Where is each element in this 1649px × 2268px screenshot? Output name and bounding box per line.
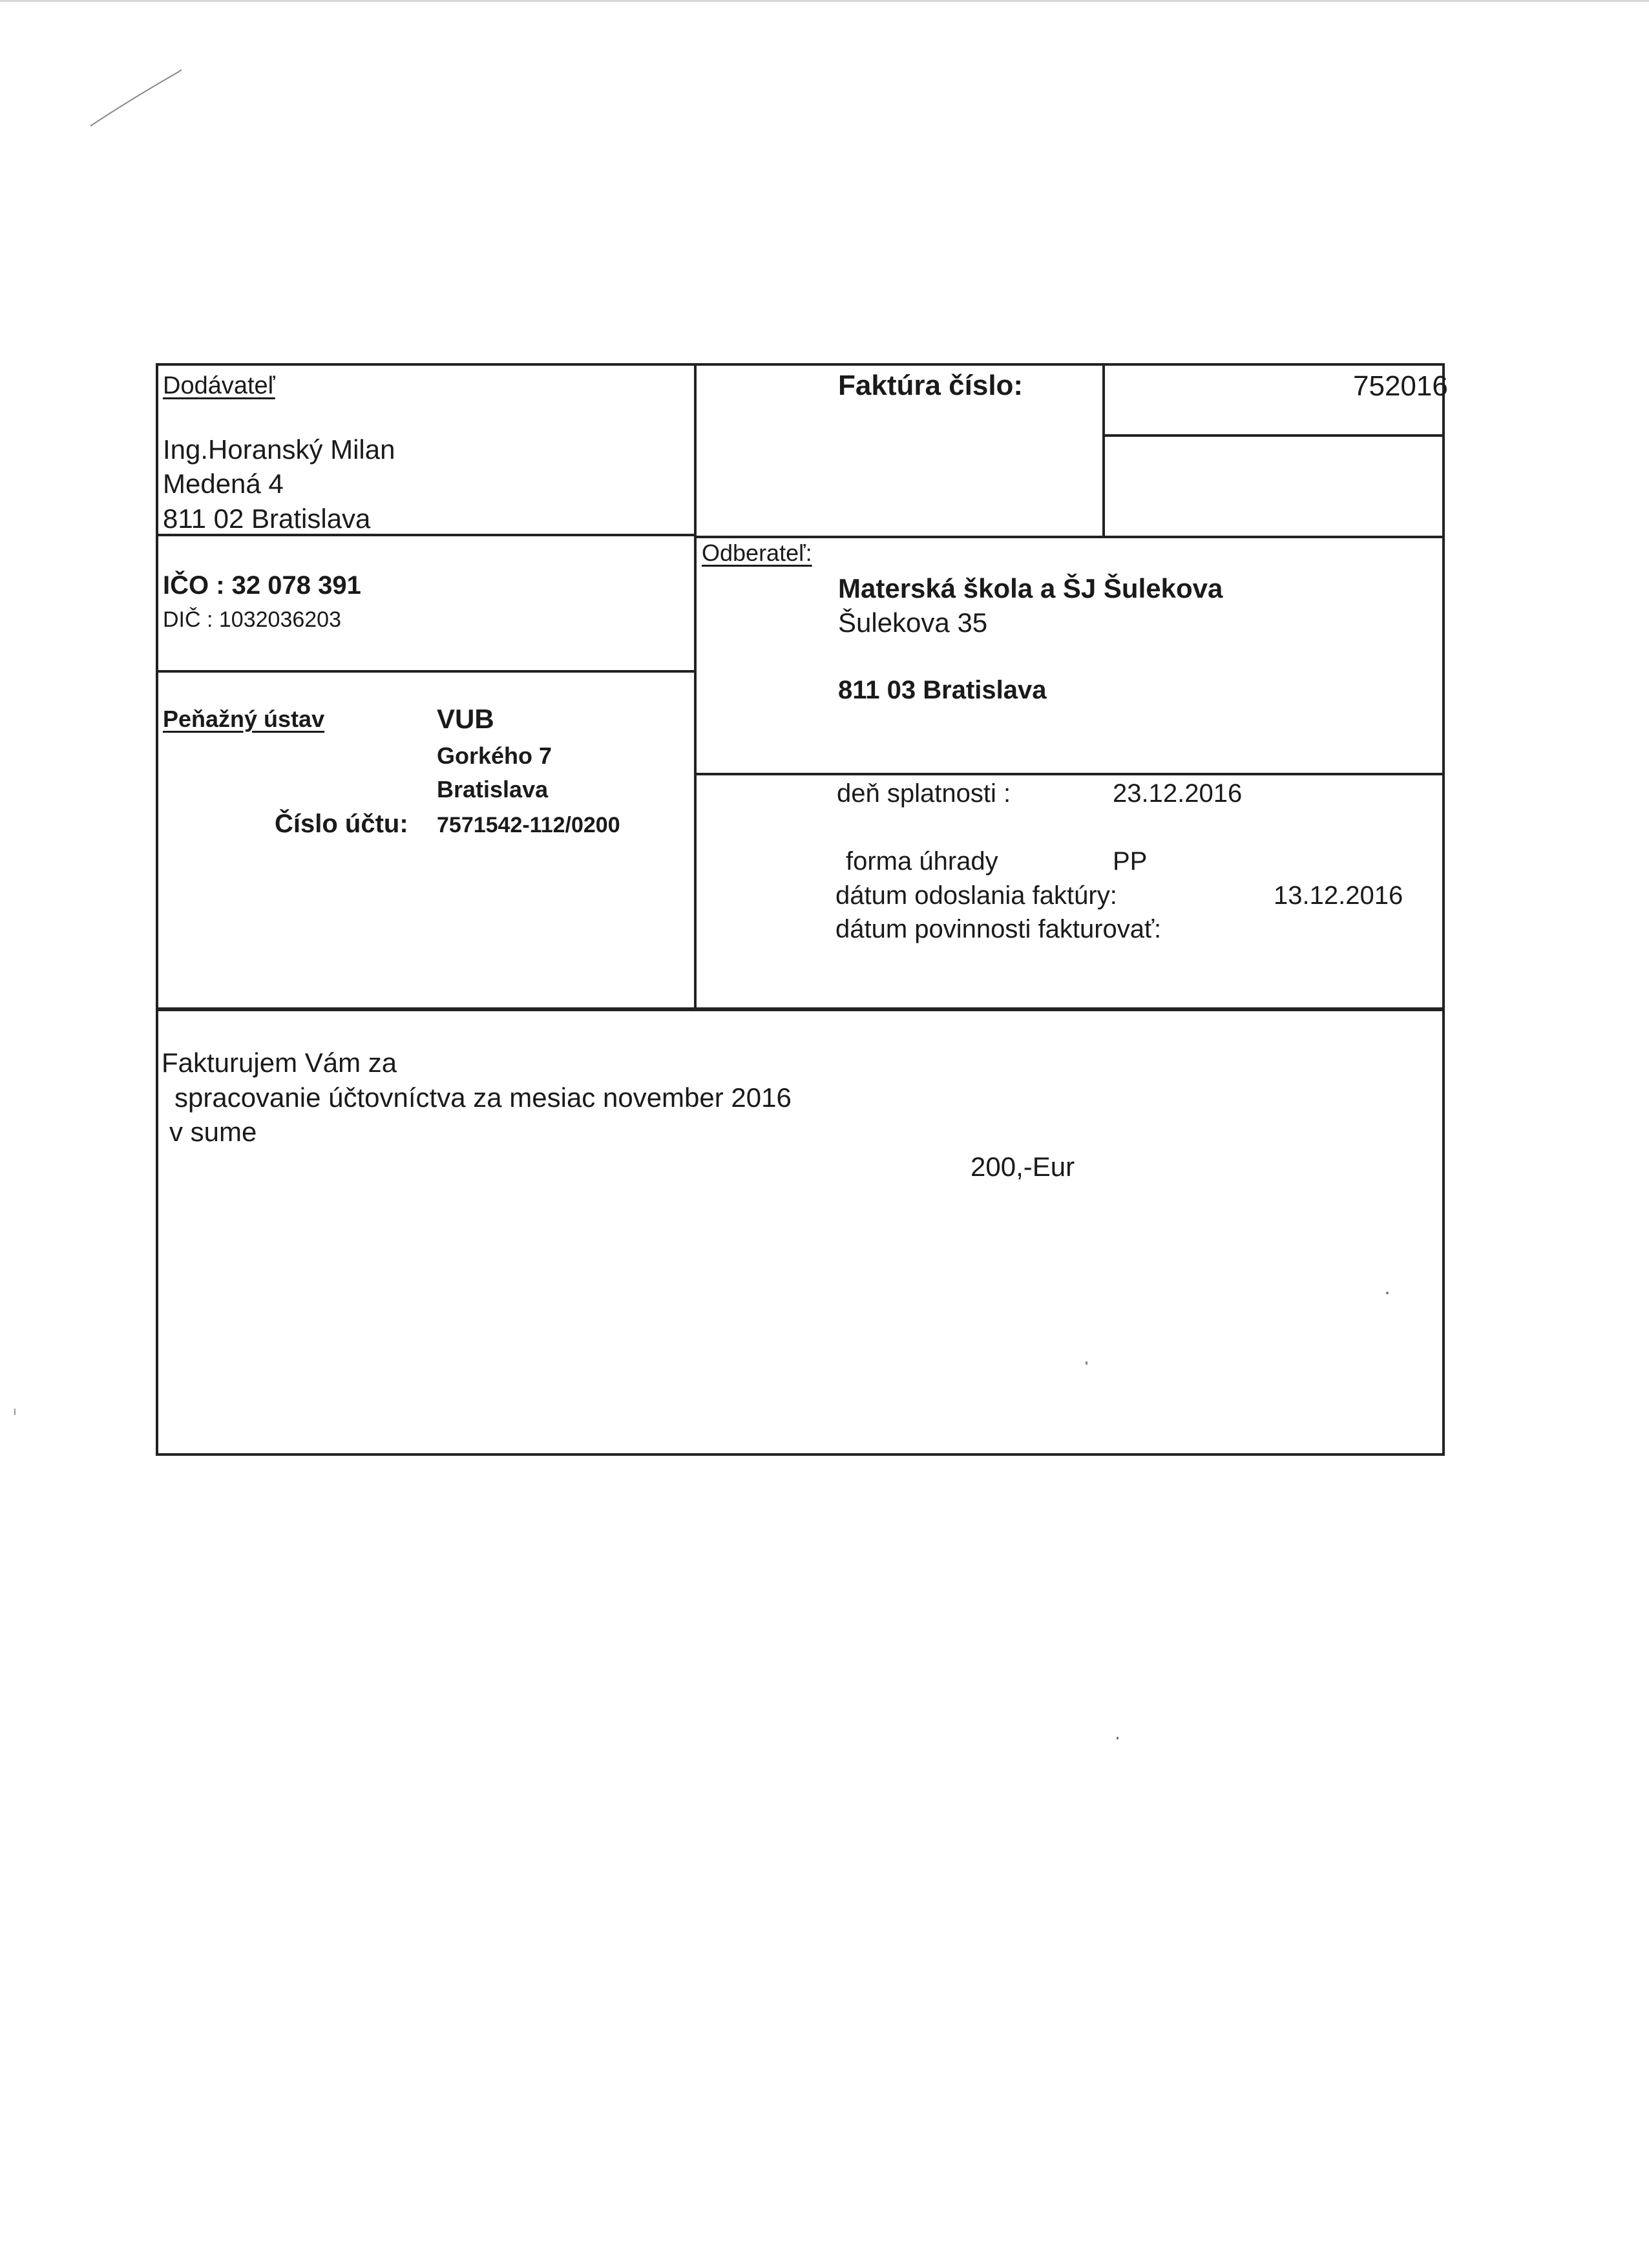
customer-city: 811 03 Bratislava <box>838 676 1047 704</box>
customer-heading: Odberateľ: <box>702 540 812 566</box>
supplier-ico: IČO : 32 078 391 <box>163 571 361 600</box>
column-divider <box>694 364 697 1009</box>
scan-speck <box>1086 1361 1087 1365</box>
supplier-city: 811 02 Bratislava <box>163 503 371 534</box>
supplier-name: Ing.Horanský Milan <box>163 434 395 465</box>
supplier-street: Medená 4 <box>163 468 284 499</box>
scan-speck <box>14 1409 16 1415</box>
due-date: 23.12.2016 <box>1113 779 1243 808</box>
account-label: Číslo účtu: <box>275 810 408 838</box>
invoice-number-bottom <box>1102 434 1444 437</box>
scan-speck <box>1117 1737 1119 1739</box>
bank-divider <box>157 670 695 673</box>
obligation-label: dátum povinnosti fakturovať: <box>835 915 1162 943</box>
pen-mark <box>84 65 187 136</box>
due-label: deň splatnosti : <box>837 779 1011 808</box>
bank-heading: Peňažný ústav <box>163 706 325 732</box>
bank-name: VUB <box>437 704 494 734</box>
sent-date: 13.12.2016 <box>1274 881 1403 910</box>
supplier-divider <box>157 534 695 536</box>
body-line-2: spracovanie účtovníctva za mesiac november 2016 <box>174 1082 792 1113</box>
payment-value: PP <box>1113 847 1148 876</box>
scan-edge <box>0 0 1649 2</box>
invoice-number: 752016 <box>1353 370 1448 402</box>
customer-street: Šulekova 35 <box>838 607 988 638</box>
body-line-1: Fakturujem Vám za <box>162 1047 397 1078</box>
bank-street: Gorkého 7 <box>437 742 552 769</box>
supplier-heading: Dodávateľ <box>163 372 275 399</box>
terms-top <box>695 773 1444 775</box>
invoice-number-label: Faktúra číslo: <box>838 370 1024 401</box>
account-number: 7571542-112/0200 <box>437 813 620 837</box>
supplier-dic: DIČ : 1032036203 <box>163 607 341 632</box>
sent-label: dátum odoslania faktúry: <box>835 881 1117 910</box>
bank-city: Bratislava <box>437 776 549 803</box>
body-line-3: v sume <box>169 1117 257 1147</box>
invoice-amount: 200,-Eur <box>971 1151 1075 1182</box>
payment-label: forma úhrady <box>846 847 998 876</box>
invoice-number-divider <box>1102 364 1105 536</box>
customer-top <box>695 536 1444 538</box>
scan-speck <box>1386 1292 1389 1294</box>
customer-name: Materská škola a ŠJ Šulekova <box>838 573 1223 604</box>
